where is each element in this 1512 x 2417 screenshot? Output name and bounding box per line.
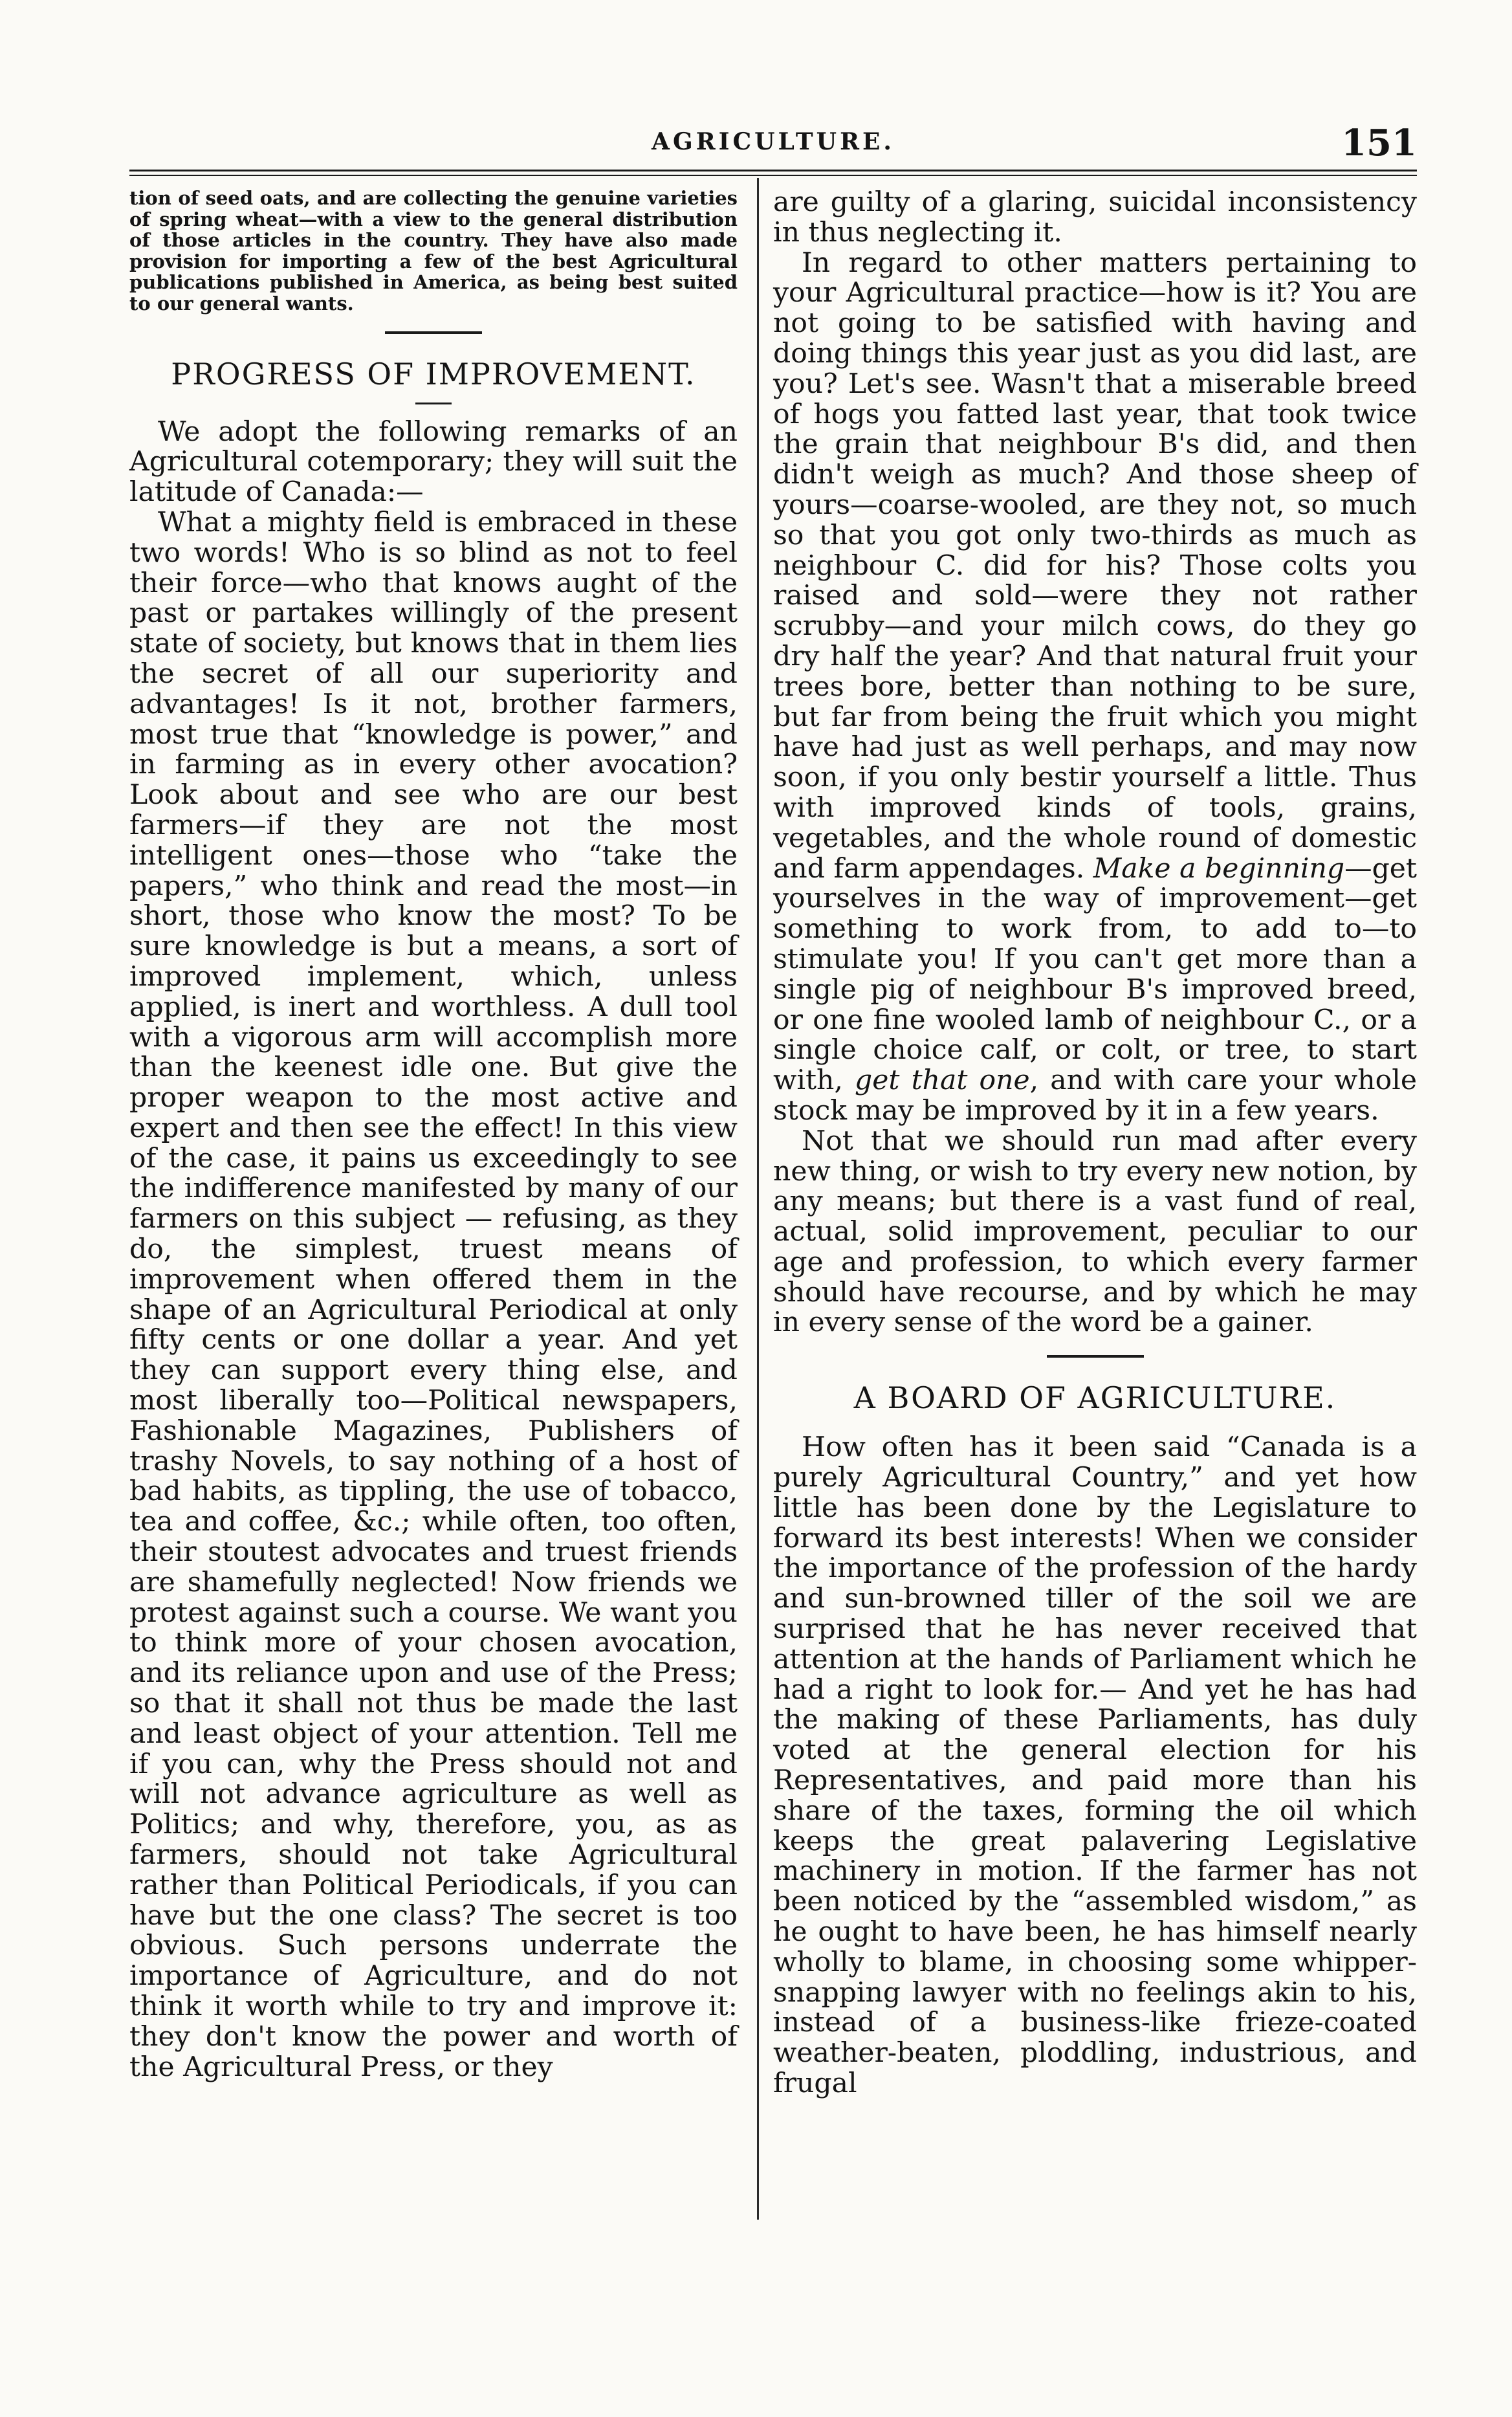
section-separator <box>385 331 482 334</box>
heading-spacer <box>773 1416 1417 1433</box>
article-heading-board: A BOARD OF AGRICULTURE. <box>853 1380 1337 1416</box>
article-paragraph: How often has it been said “Canada is a purely Agricultural Country,” and yet how little has been done by the Legislature to forward its best interests! When we consider the importance of the profession of the hardy and sun-browned tiller of the soil we are surprised that he has never received that attention at the hands of Parliament which he had a right to look for.— And yet he has had the making of these Parliaments, has duly voted at the general election for his Representatives, and paid more than his share of the taxes, forming the oil which keeps the great palavering Legislative machinery in motion. If the farmer has not been noticed by the “assembled wisdom,” as he ought to have been, he has himself nearly wholly to blame, in choosing some whipper-snapping lawyer with no feelings akin to his, instead of a business-like frieze-coated weather-beaten, ploddling, industrious, and frugal <box>773 1431 1417 2100</box>
column-divider <box>757 178 759 2220</box>
intro-note: tion of seed oats, and are collecting the genuine varieties of spring wheat—with a view to the general distribution of those articles in the country. They have also made provision for importing a few of the best Agricultural publications published in America, as being best suited to our general wants. <box>129 187 738 315</box>
article-paragraph <box>773 248 1417 1127</box>
right-column <box>773 188 1417 2099</box>
running-title: AGRICULTURE. <box>652 128 895 155</box>
article-paragraph: Not that we should run mad after every new thing, or wish to try every new notion, by any means; but there is a vast fund of real, actual, solid improvement, peculiar to our age and profession, to which every farmer should have recourse, and by which he may in every sense of the word be a gainer. <box>773 1125 1417 1339</box>
article-paragraph: What a mighty field is embraced in these two words! Who is so blind as not to feel their force—who that knows aught of the past or partakes willingly of the present state of society, but knows that in them lies the secret of all our superiority and advantages! Is it not, brother farmers, most true that “knowledge is power,” and in farming as in every other avocation? Look about and see who are our best farmers—if they are not the most intelligent ones—those who “take the papers,” who think and read the most—in short, those who know the most? To be sure knowledge is but a means, a sort of improved implement, which, unless applied, is inert and worthless. A dull tool with a vigorous arm will accomplish more than the keenest idle one. But give the proper weapon to the most active and expert and then see the effect! In this view of the case, it pains us exceedingly to see the indifference manifested by many of our farmers on this subject — refusing, as they do, the simplest, truest means of improvement when offered them in the shape of an Agricultural Periodical at only fifty cents or one dollar a year. And yet they can support every thing else, and most liberally too—Political newspapers, Fashionable Magazines, Publishers of trashy Novels, to say nothing of a host of bad habits, as tippling, the use of tobacco, tea and coffee, &c.; while often, too often, their stoutest advocates and truest friends are shamefully neglected! Now friends we protest against such a course. We want you to think more of your chosen avocation, and its reliance upon and use of the Press; so that it shall not thus be made the last and least object of your attention. Tell me if you can, why the Press should not and will not advance agriculture as well as Politics; and why, therefore, you, as as farmers, should not take Agricultural rather than Political Periodicals, if you can have but the one class? The secret is too obvious. Such persons underrate the importance of Agriculture, and do not think it worth while to try and improve it: they don't know the power and worth of the Agricultural Press, or they <box>129 506 738 2083</box>
paragraph-text: , and with care your whole stock may be improved by it in a few years. <box>773 1065 1417 1127</box>
page-header <box>129 122 1417 167</box>
article-heading-progress: PROGRESS OF IMPROVEMENT. <box>171 356 696 392</box>
paragraph-text: In regard to other matters pertaining to your Agricultural practice—how is it? You are not going to be satisfied with having and doing things this year just as you did last, are you? Let's see. Wasn't that a miserable breed of hogs you fatted last year, that took twice the grain that neighbour B's did, and then didn't weigh as much? And those sheep of yours—coarse-wooled, are they not, so much so that you got only two-thirds as much as neighbour C. did for his? Those colts you raised and sold—were they not rather scrubby—and your milch cows, do they go dry half the year? And that natural fruit your trees bore, better than nothing to be sure, but far from being the fruit which you might have had just as well perhaps, and may now soon, if you only bestir yourself a little. Thus with improved kinds of tools, grains, vegetables, and the whole round of domestic and farm appendages. <box>773 247 1417 885</box>
section-separator <box>1047 1355 1144 1358</box>
emphasis-text: get that one <box>855 1065 1030 1097</box>
article-paragraph: are guilty of a glaring, suicidal inconsistency in thus neglecting it. <box>773 186 1417 248</box>
page-number: 151 <box>1341 122 1417 164</box>
emphasis-text: Make a beginning <box>1093 852 1345 885</box>
header-rule-top <box>129 170 1417 171</box>
article-paragraph: We adopt the following remarks of an Agricultural cotemporary; they will suit the latitude of Canada:— <box>129 415 738 509</box>
header-rule-bottom <box>129 175 1417 176</box>
paragraph-text: —get yourselves in the way of improvement—get something to work from, to add to—to stimulate you! If you can't get more than a single pig of neighbour B's improved breed, or one fine wooled lamb of neighbour C., or a single choice calf, or colt, or tree, to start with, <box>773 852 1417 1097</box>
heading-dash <box>415 403 452 404</box>
left-column <box>129 188 738 2082</box>
